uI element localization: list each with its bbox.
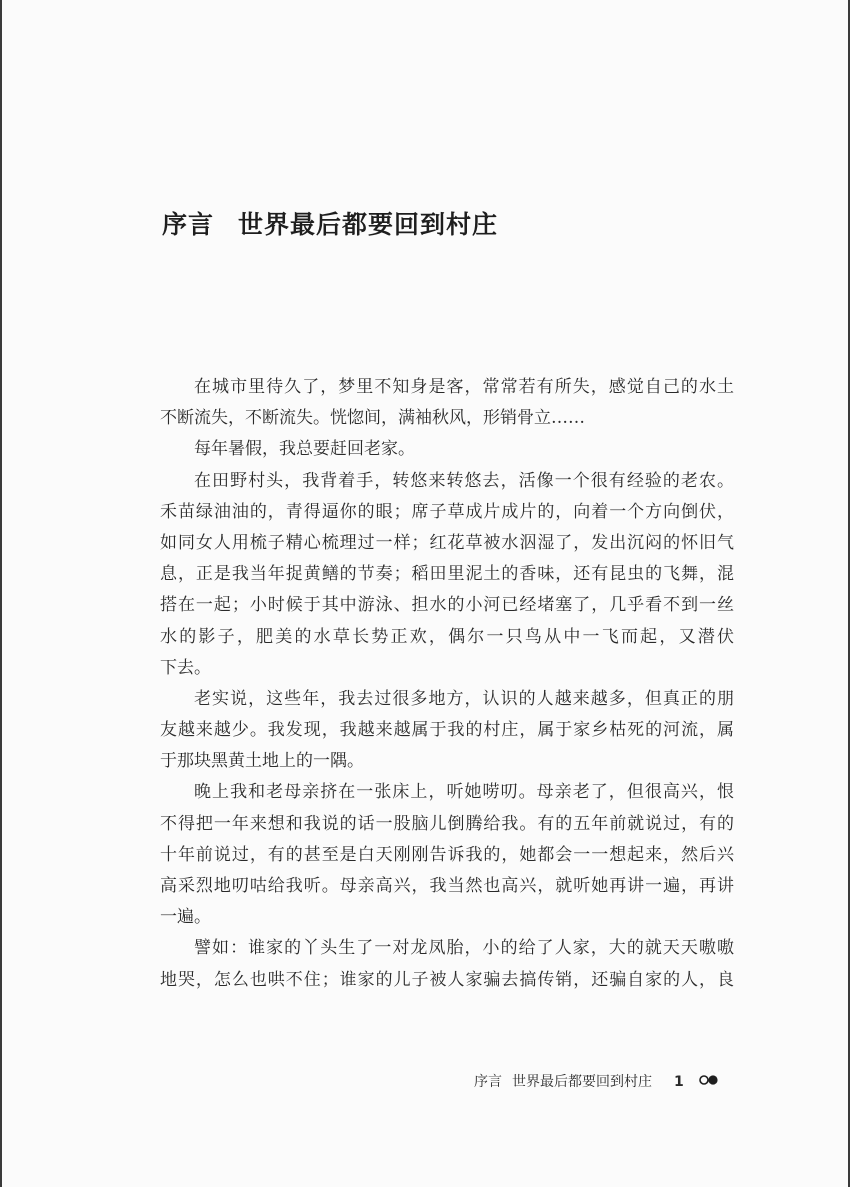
paragraph-line: 友越来越少。我发现，我越来越属于我的村庄，属于家乡枯死的河流，属 bbox=[160, 720, 734, 741]
paragraph-line: 十年前说过，有的甚至是白天刚刚告诉我的，她都会一一想起来，然后兴 bbox=[160, 844, 734, 865]
paragraph-line: 老实说，这些年，我去过很多地方，认识的人越来越多，但真正的朋 bbox=[194, 688, 734, 709]
paragraph-line: 水的影子，肥美的水草长势正欢，偶尔一只鸟从中一飞而起，又潜伏 bbox=[160, 626, 734, 647]
paragraph-line: 晚上我和老母亲挤在一张床上，听她唠叨。母亲老了，但很高兴，恨 bbox=[194, 782, 734, 803]
chapter-title-text: 世界最后都要回到村庄 bbox=[238, 210, 499, 239]
paragraph-line: 高采烈地叨咕给我听。母亲高兴，我当然也高兴，就听她再讲一遍，再讲 bbox=[160, 876, 734, 896]
paragraph-line: 搭在一起；小时候于其中游泳、担水的小河已经堵塞了，几乎看不到一丝 bbox=[160, 595, 734, 616]
page-number: 1 bbox=[674, 1074, 684, 1090]
paragraph-line: 不断流失，不断流失。恍惚间，满袖秋风，形销骨立…… bbox=[160, 408, 585, 429]
paragraph-line: 于那块黑黄土地上的一隅。 bbox=[160, 751, 364, 772]
body-text bbox=[160, 372, 734, 996]
paragraph-line: 不得把一年来想和我说的话一股脑儿倒腾给我。有的五年前就说过，有的 bbox=[160, 813, 734, 834]
paragraph-line: 如同女人用梳子精心梳理过一样；红花草被水泅湿了，发出沉闷的怀旧气 bbox=[160, 532, 734, 553]
paragraph-line: 息，正是我当年捉黄鳝的节奏；稻田里泥土的香味，还有昆虫的飞舞，混 bbox=[160, 564, 734, 585]
chapter-title bbox=[162, 205, 498, 241]
paragraph-line: 地哭，怎么也哄不住；谁家的儿子被人家骗去搞传销，还骗自家的人，良 bbox=[160, 969, 734, 990]
paragraph-line: 禾苗绿油油的，青得逼你的眼；席子草成片成片的，向着一个方向倒伏， bbox=[160, 501, 734, 522]
footer-title: 世界最后都要回到村庄 bbox=[512, 1074, 652, 1090]
paragraph-line: 譬如：谁家的丫头生了一对龙凤胎，小的给了人家，大的就天天嗷嗷 bbox=[194, 938, 734, 959]
page-ornament-icon bbox=[698, 1074, 720, 1090]
running-footer bbox=[474, 1071, 720, 1091]
footer-label: 序言 bbox=[474, 1074, 502, 1090]
paragraph-line: 下去。 bbox=[160, 657, 211, 678]
paragraph-line: 在田野村头，我背着手，转悠来转悠去，活像一个很有经验的老农。 bbox=[194, 470, 734, 491]
chapter-label: 序言 bbox=[162, 210, 215, 239]
paragraph-line: 在城市里待久了，梦里不知身是客，常常若有所失，感觉自己的水土 bbox=[194, 377, 734, 397]
paragraph-line: 一遍。 bbox=[160, 907, 211, 928]
paragraph-line: 每年暑假，我总要赶回老家。 bbox=[194, 439, 415, 460]
